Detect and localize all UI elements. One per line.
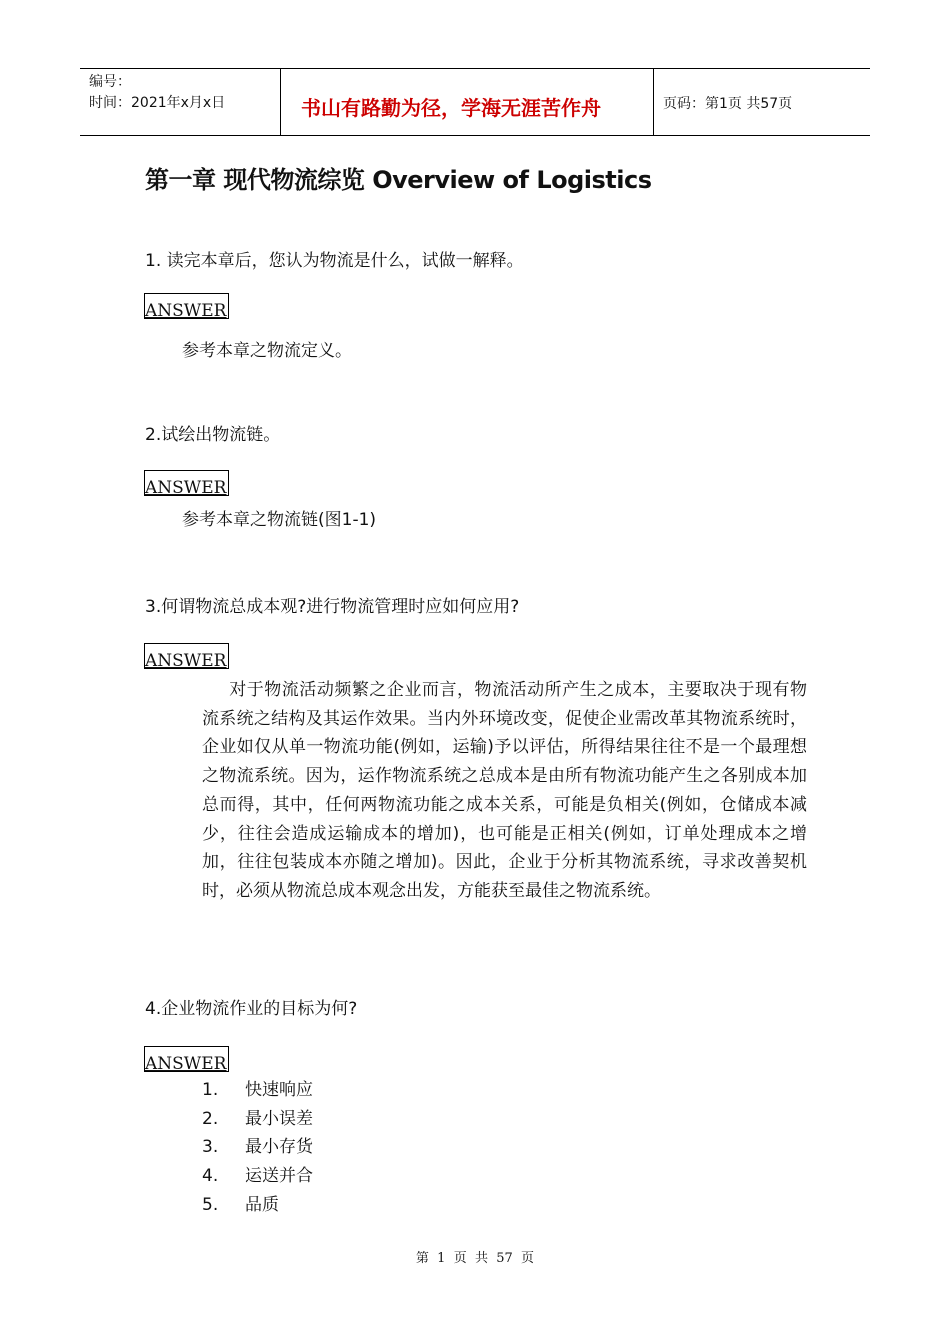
list-item-number: 2. (202, 1108, 219, 1129)
header-meta (80, 69, 281, 135)
list-item-number: 3. (202, 1137, 219, 1158)
list-item (202, 1076, 313, 1105)
answer-label-1: ANSWER (144, 293, 229, 319)
list-item-text: 最小误差 (245, 1108, 313, 1129)
time-label: 时间：2021年x月x日 (89, 95, 226, 111)
question-2: 2.试绘出物流链。 (145, 425, 281, 445)
list-item-number: 5. (202, 1194, 219, 1215)
question-1: 1. 读完本章后，您认为物流是什么，试做一解释。 (145, 251, 524, 271)
answer-2: 参考本章之物流链(图1-1) (182, 510, 377, 530)
list-item-number: 4. (202, 1166, 219, 1187)
number-label: 编号： (89, 74, 131, 90)
list-item-text: 品质 (245, 1194, 279, 1215)
header-page-info (654, 69, 870, 135)
list-item-number: 1. (202, 1080, 219, 1100)
question-3: 3.何谓物流总成本观?进行物流管理时应如何应用? (145, 597, 520, 617)
list-item (202, 1133, 313, 1162)
chapter-title: 第一章 现代物流综览 Overview of Logistics (145, 166, 652, 194)
page-header (80, 68, 870, 136)
answer-3-paragraph: 对于物流活动频繁之企业而言，物流活动所产生之成本，主要取决于现有物流系统之结构及其运作效果。当内外环境改变，促使企业需改革其物流系统时，企业如仅从单一物流功能(例如，运输)予以评估，所得结果往往不是一个最理想之物流系统。因为，运作物流系统之总成本是由所有物流功能产生之各别成本加总而得，其中，任何两物流功能之成本关系，可能是负相关(例如，仓储成本减少，往往会造成运输成本的增加)，也可能是正相关(例如，订单处理成本之增加，往往包装成本亦随之增加)。因此，企业于分析其物流系统，寻求改善契机时，必须从物流总成本观念出发，方能获至最佳之物流系统。 (202, 680, 807, 901)
answer-4-list (202, 1076, 313, 1219)
motto-text: 书山有路勤为径，学海无涯苦作舟 (301, 96, 601, 120)
list-item-text: 运送并合 (245, 1166, 313, 1187)
list-item (202, 1105, 313, 1134)
question-4: 4.企业物流作业的目标为何? (145, 999, 358, 1019)
answer-label-4: ANSWER (144, 1046, 229, 1072)
answer-1: 参考本章之物流定义。 (182, 341, 352, 361)
header-motto (281, 69, 654, 135)
answer-label-2: ANSWER (144, 470, 229, 496)
list-item-text: 快速响应 (245, 1080, 313, 1100)
list-item (202, 1162, 313, 1191)
page-footer: 第 1 页 共 57 页 (415, 1251, 535, 1266)
page-info-text: 页码：第1页 共57页 (663, 96, 793, 112)
list-item-text: 最小存货 (245, 1137, 313, 1158)
list-item (202, 1191, 313, 1220)
answer-label-3: ANSWER (144, 643, 229, 669)
